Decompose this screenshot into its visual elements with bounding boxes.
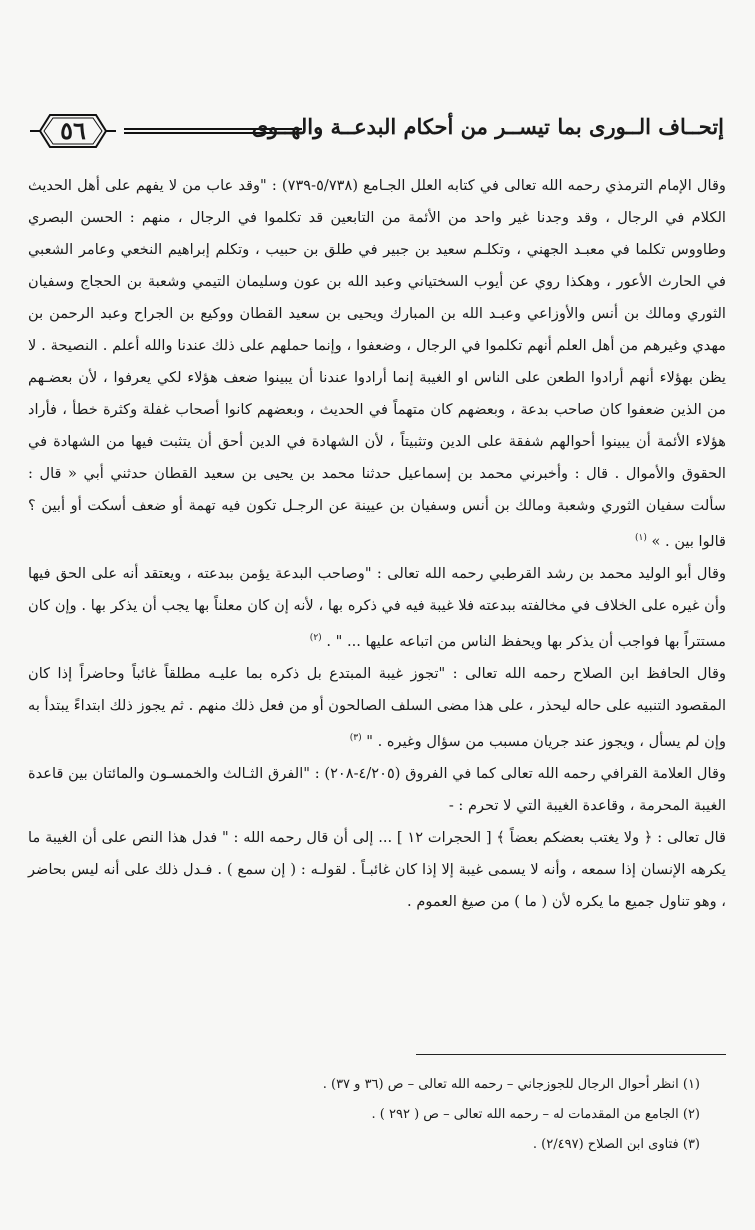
paragraph [28, 658, 726, 758]
paragraph-text: وقال العلامة القرافي رحمه الله تعالى كما في الفروق (٤/٢٠٥-٢٠٨) : "الفرق الثـالث والخمسـون والمائتان بين قاعدة الغيبة المحرمة ، وقاعدة الغيبة التي لا تحرم : - [28, 764, 726, 814]
paragraph [28, 170, 726, 558]
page-number: ٥٦ [60, 116, 86, 145]
page-header [28, 112, 726, 152]
paragraph [28, 758, 726, 822]
footnote: (٢) الجامع من المقدمات له – رحمه الله تعالى – ص ( ٢٩٢ ) . [371, 1107, 700, 1122]
paragraph-text: وقال الحافظ ابن الصلاح رحمه الله تعالى : "تجوز غيبة المبتدع بل ذكره بما عليـه مطلقاً غائباً وحاضراً إذا كان المقصود التنبيه على حاله ليحذر ، على هذا مضى السلف الصالحون أو من فعل ذلك منهم . ثم يجوز ذلك ابتداءً يبتدأ به وإن لم يسأل ، ويجوز عند جريان مسبب من سؤال وغيره . " [28, 664, 726, 750]
footnotes [28, 1070, 726, 1160]
footnote-ref: (٢) [309, 632, 322, 643]
paragraph-text: قال تعالى : ﴿ ولا يغتب بعضكم بعضاً ﴾ [ الحجرات ١٢ ] ... إلى أن قال رحمه الله : " فدل هذا النص على أن الغيبة ما يكرهه الإنسان إذا سمعه ، وأنه لا يسمى غيبة إلا إذا كان غائبـاً . لقولـه : ( إن سمع ) . فـدل ذلك على أنه ليس بحاضر ، وهو تناول جميع ما يكره لأن ( ما ) من صيغ العموم . [28, 828, 726, 910]
footnote-ref: (١) [634, 533, 647, 543]
footnote: (١) انظر أحوال الرجال للجوزجاني – رحمه الله تعالى – ص (٣٦ و ٣٧) . [322, 1077, 700, 1092]
main-text [28, 170, 726, 918]
page-title: إتحــاف الــورى بما تيســر من أحكام البدعــة والهــوى [251, 114, 724, 139]
paragraph-text: وقال أبو الوليد محمد بن رشد القرطبي رحمه الله تعالى : "وصاحب البدعة يؤمن ببدعته ، ويعتقد أنه على الحق فيها وأن غيره على الخلاف في مخالفته ببدعته فلا غيبة فيه في ذكره بها ، لأنه إن كان معلناً بها يجب أن يذكر بها . وإن كان مستتراً بها فواجب أن يذكر بها ويحفظ الناس من اتباعه عليها ... " . [28, 564, 726, 650]
paragraph [28, 822, 726, 918]
footnote: (٣) فتاوى ابن الصلاح (٢/٤٩٧) . [532, 1137, 700, 1152]
footnote-ref: (٣) [349, 732, 362, 743]
page-number-badge [30, 112, 116, 150]
paragraph-text: وقال الإمام الترمذي رحمه الله تعالى في كتابه العلل الجـامع (٥/٧٣٨-٧٣٩) : "وقد عاب من لا يفهم على أهل الحديث الكلام في الرجال ، وقد وجدنا غير واحد من الأئمة من التابعين قد تكلموا في الرجال ، منهم : الحسن البصري وطاووس تكلما في معبـد الجهني ، وتكلـم سعيد بن جبير في طلق بن حبيب ، وتكلم إبراهيم النخعي وعامر الشعبي في الحارث الأعور ، وهكذا روي عن أيوب السختياني وعبد الله بن عون وسليمان التيمي وشعبة بن الحجاج وسفيان الثوري ومالك بن أنس والأوزاعي وعبـد الله بن المبارك ويحيى بن سعيد القطان ووكيع بن الجراح وعبد الرحمن بن مهدي وغيرهم من أهل العلم أنهم تكلموا في الرجال ، وضعفوا ، وإنما حملهم على ذلك عندنا والله أعلم . النصيحة . لا يظن بهؤلاء أنهم أرادوا الطعن على الناس او الغيبة إنما أرادوا عندنا أن يبينوا ضعف هؤلاء لكي يعرفوا ، لأن بعضـهم من الذين ضعفوا كان صاحب بدعة ، وبعضهم كان متهماً في الحديث ، وبعضهم كانوا أصحاب غفلة وكثرة خطأ ، فأراد هؤلاء الأئمة أن يبينوا أحوالهم شفقة على الدين وتثبيتاً ، لأن الشهادة في الدين أحق أن يتثبت فيها من الشهادة في الحقوق والأموال . قال : وأخبرني محمد بن إسماعيل حدثنا محمد بن يحيى بن سعيد القطان حدثني أبي « قال : سألت سفيان الثوري وشعبة ومالك بن أنس وسفيان بن عيينة عن الرجـل تكون فيه تهمة أو ضعف أسكت أو أبين ؟ قالوا بين . » [28, 177, 727, 550]
paragraph [28, 558, 726, 658]
footnote-divider [416, 1054, 726, 1055]
